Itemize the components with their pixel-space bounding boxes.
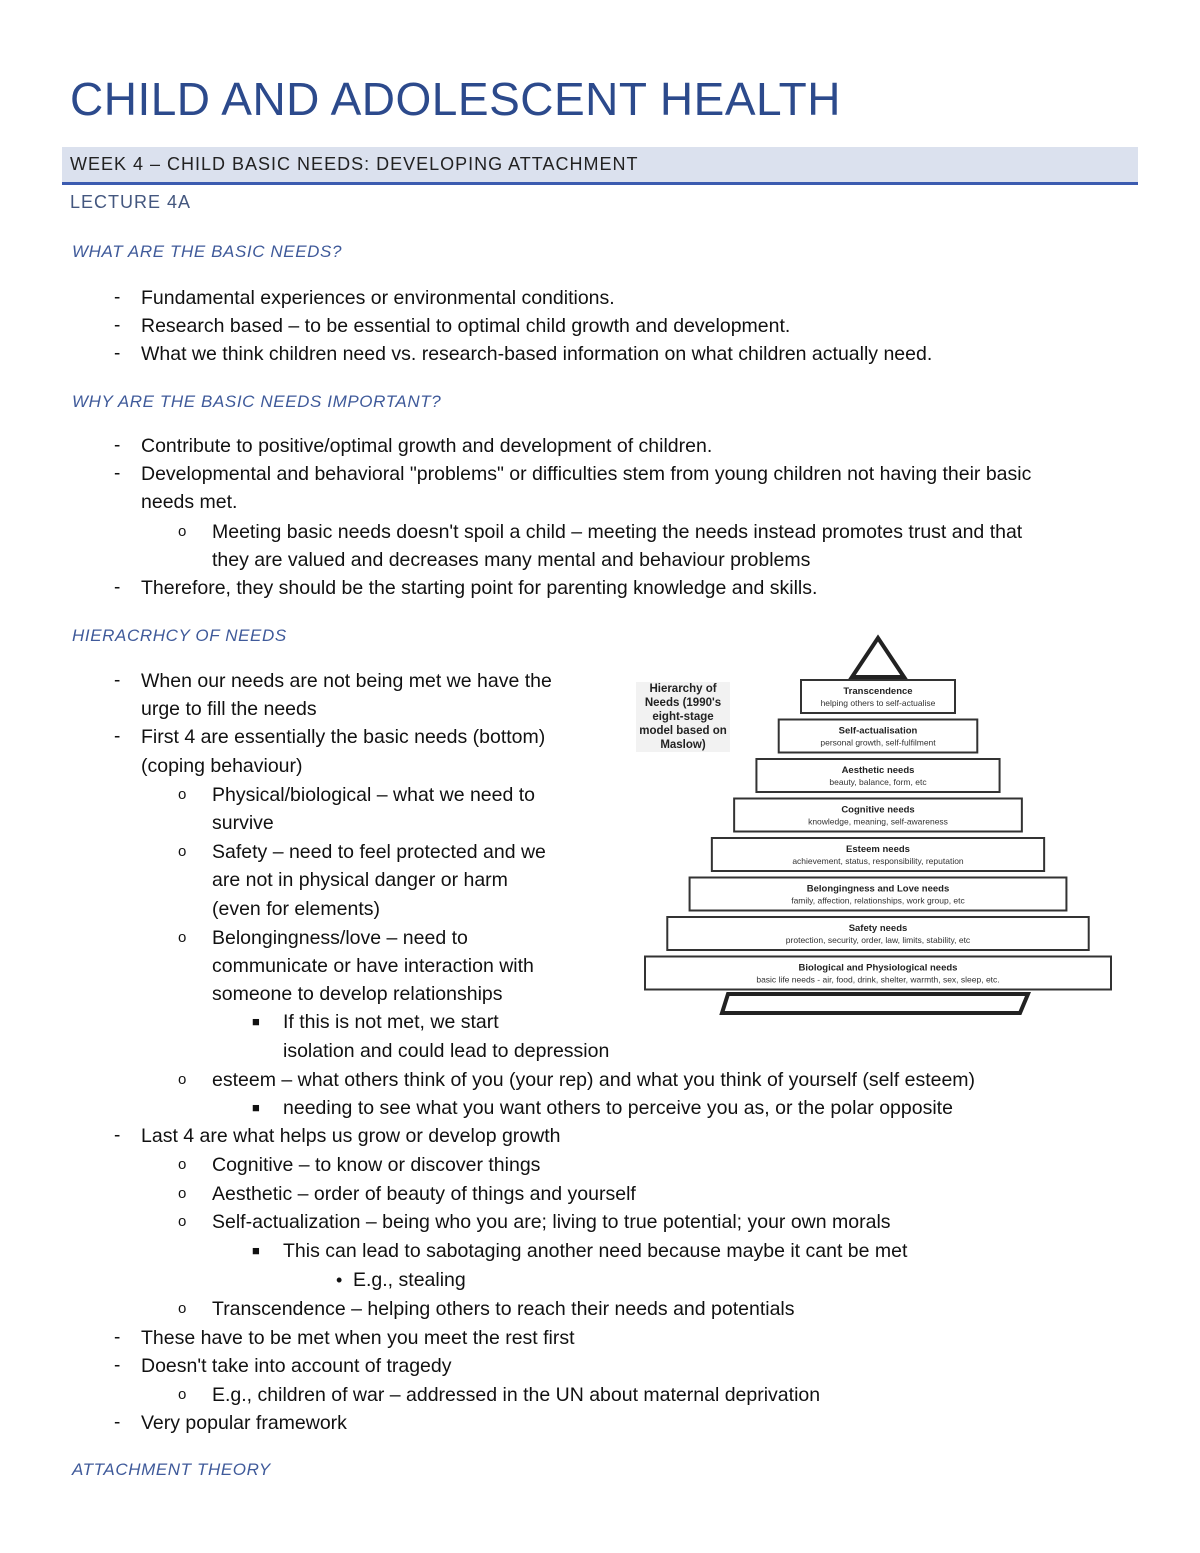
list-item: These have to be met when you meet the rest first	[141, 1327, 575, 1349]
list-item: esteem – what others think of you (your rep) and what you think of yourself (self esteem)	[212, 1069, 976, 1091]
pyramid-level-desc: achievement, status, responsibility, reputation	[792, 856, 964, 866]
list-item-cont: isolation and could lead to depression	[283, 1040, 610, 1062]
pyramid-level	[690, 878, 1067, 911]
circle-bullet: o	[178, 843, 187, 860]
list-item-cont: survive	[212, 812, 274, 834]
list-item-cont: (coping behaviour)	[141, 755, 303, 777]
list-item: Safety – need to feel protected and we	[212, 841, 546, 863]
dot-bullet: •	[336, 1270, 343, 1290]
pyramid-level-desc: personal growth, self-fulfilment	[820, 737, 936, 748]
list-item: Very popular framework	[141, 1412, 347, 1434]
pyramid-level-desc: beauty, balance, form, etc	[829, 777, 927, 787]
dash-bullet: -	[114, 670, 121, 691]
circle-bullet: o	[178, 1386, 187, 1403]
dash-bullet: -	[114, 463, 121, 484]
list-item: Self-actualization – being who you are; living to true potential; your own morals	[212, 1211, 891, 1233]
pyramid-caption: Hierarchy of Needs (1990's eight-stage model based on Maslow)	[636, 682, 730, 752]
list-item-cont: someone to develop relationships	[212, 983, 503, 1005]
circle-bullet: o	[178, 1156, 187, 1173]
pyramid-level	[667, 917, 1088, 950]
section-basic-needs: WHAT ARE THE BASIC NEEDS?	[72, 242, 343, 261]
list-item-cont: they are valued and decreases many mental and behaviour problems	[212, 549, 811, 571]
pyramid-level-name: Esteem needs	[846, 844, 910, 855]
section-hierarchy: HIERACRHCY OF NEEDS	[72, 626, 287, 645]
pyramid-apex	[852, 638, 904, 677]
circle-bullet: o	[178, 929, 187, 946]
list-item: Developmental and behavioral "problems" or difficulties stem from young children not having their basic	[141, 463, 1032, 485]
pyramid-level	[734, 799, 1022, 832]
list-item-cont: (even for elements)	[212, 898, 380, 920]
pyramid-level	[756, 759, 999, 792]
square-bullet: ■	[252, 1014, 260, 1029]
list-item: Therefore, they should be the starting point for parenting knowledge and skills.	[141, 577, 818, 599]
circle-bullet: o	[178, 1071, 187, 1088]
pyramid-level-desc: helping others to self-actualise	[820, 698, 936, 708]
dash-bullet: -	[114, 577, 121, 598]
document-title: CHILD AND ADOLESCENT HEALTH	[70, 73, 841, 125]
list-item: needing to see what you want others to perceive you as, or the polar opposite	[283, 1097, 953, 1119]
pyramid-level	[801, 680, 955, 713]
list-item: First 4 are essentially the basic needs (bottom)	[141, 726, 546, 748]
dash-bullet: -	[114, 287, 121, 308]
dash-bullet: -	[114, 435, 121, 456]
dash-bullet: -	[114, 343, 121, 364]
list-item-cont: communicate or have interaction with	[212, 955, 534, 977]
list-item: Fundamental experiences or environmental conditions.	[141, 287, 615, 309]
list-item: When our needs are not being met we have the	[141, 670, 552, 692]
pyramid-level-name: Safety needs	[848, 923, 908, 934]
dash-bullet: -	[114, 1125, 121, 1146]
list-item: Belongingness/love – need to	[212, 927, 468, 949]
list-item: Contribute to positive/optimal growth and development of children.	[141, 435, 713, 457]
circle-bullet: o	[178, 1300, 187, 1317]
section-why-important: WHY ARE THE BASIC NEEDS IMPORTANT?	[72, 392, 442, 411]
pyramid-level	[779, 720, 978, 753]
list-item-cont: urge to fill the needs	[141, 698, 317, 720]
dash-bullet: -	[114, 1412, 121, 1433]
dash-bullet: -	[114, 1355, 121, 1376]
list-item: Research based – to be essential to optimal child growth and development.	[141, 315, 791, 337]
circle-bullet: o	[178, 1185, 187, 1202]
pyramid-level-name: Biological and Physiological needs	[798, 962, 958, 974]
list-item-cont: are not in physical danger or harm	[212, 869, 508, 891]
list-item: Physical/biological – what we need to	[212, 784, 536, 806]
list-item: What we think children need vs. research-based information on what children actually need.	[141, 343, 933, 365]
list-item: Doesn't take into account of tragedy	[141, 1355, 452, 1377]
list-item: Transcendence – helping others to reach their needs and potentials	[212, 1298, 795, 1320]
list-item: This can lead to sabotaging another need because maybe it cant be met	[283, 1240, 908, 1262]
circle-bullet: o	[178, 523, 187, 540]
circle-bullet: o	[178, 786, 187, 803]
pyramid-level-name: Aesthetic needs	[841, 765, 915, 776]
list-item: E.g., children of war – addressed in the UN about maternal deprivation	[212, 1384, 821, 1406]
week-heading-bar	[62, 147, 1138, 185]
pyramid-level-desc: knowledge, meaning, self-awareness	[808, 816, 948, 827]
pyramid-level	[645, 957, 1111, 990]
list-item: Last 4 are what helps us grow or develop growth	[141, 1125, 561, 1147]
pyramid-level-name: Transcendence	[843, 686, 913, 697]
pyramid-level-desc: family, affection, relationships, work group, etc	[791, 895, 965, 906]
pyramid-level-name: Cognitive needs	[841, 804, 915, 816]
square-bullet: ■	[252, 1100, 260, 1115]
pyramid-base	[722, 994, 1028, 1013]
pyramid-level	[712, 838, 1044, 871]
dash-bullet: -	[114, 315, 121, 336]
list-item-cont: needs met.	[141, 491, 238, 513]
lecture-heading: LECTURE 4A	[70, 192, 192, 212]
circle-bullet: o	[178, 1213, 187, 1230]
square-bullet: ■	[252, 1243, 260, 1258]
pyramid-level-desc: protection, security, order, law, limits, stability, etc	[785, 935, 971, 945]
list-item: Cognitive – to know or discover things	[212, 1154, 541, 1176]
pyramid-level-name: Belongingness and Love needs	[806, 883, 950, 895]
dash-bullet: -	[114, 1327, 121, 1348]
pyramid-level-desc: basic life needs - air, food, drink, shelter, warmth, sex, sleep, etc.	[756, 974, 1000, 985]
dash-bullet: -	[114, 726, 121, 747]
list-item: Aesthetic – order of beauty of things and yourself	[212, 1183, 636, 1205]
hierarchy-pyramid-figure	[630, 630, 1120, 1020]
list-item: E.g., stealing	[353, 1269, 466, 1291]
week-heading: WEEK 4 – CHILD BASIC NEEDS: DEVELOPING ATTACHMENT	[70, 154, 639, 174]
section-attachment: ATTACHMENT THEORY	[72, 1460, 271, 1479]
pyramid-level-name: Self-actualisation	[838, 725, 918, 737]
list-item: If this is not met, we start	[283, 1011, 499, 1033]
list-item: Meeting basic needs doesn't spoil a child – meeting the needs instead promotes trust and that	[212, 521, 1023, 543]
